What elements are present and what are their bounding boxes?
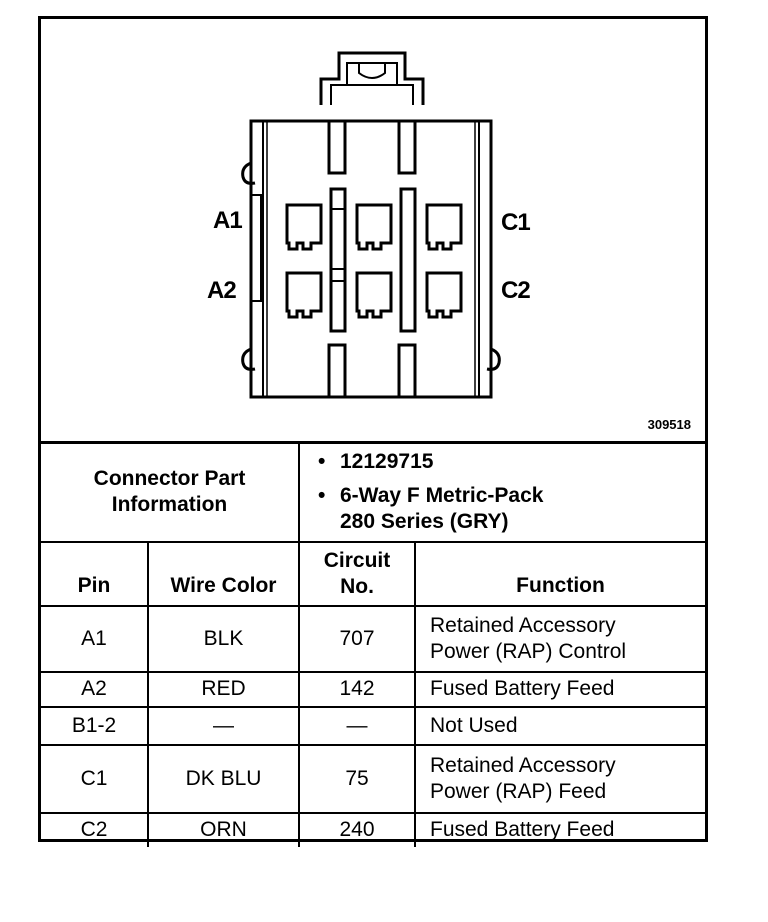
header-circuit-line2: No. [340,574,374,598]
connector-diagram [41,19,705,441]
wire-color-cell: DK BLU [148,745,299,813]
function-cell: Fused Battery Feed [415,672,705,707]
connector-part-number: • 12129715 [340,449,705,475]
function-cell [415,606,705,672]
circuit-cell: 142 [299,672,415,707]
pin-cell: C2 [41,813,148,847]
header-wire-color: Wire Color [148,542,299,606]
connector-title-line2: Information [111,493,228,517]
table-header-row [41,542,705,606]
wire-color-cell: RED [148,672,299,707]
table-row [41,707,705,745]
connector-drawing [41,19,705,441]
pin-cell: A2 [41,672,148,707]
connector-title-line1: Connector Part [93,467,246,491]
function-cell: Not Used [415,707,705,745]
function-line2: Power (RAP) Control [430,639,627,663]
header-pin: Pin [41,542,148,606]
circuit-cell: 240 [299,813,415,847]
connector-sheet [38,16,708,842]
connector-info-title [41,443,299,542]
function-cell [415,745,705,813]
wire-color-cell: — [148,707,299,745]
connector-type-line2: 280 Series (GRY) [340,510,509,534]
connector-info-row [41,443,705,542]
pin-cell: B1-2 [41,707,148,745]
header-circuit-no [299,542,415,606]
function-line1: Retained Accessory [430,753,616,777]
function-line2: Power (RAP) Feed [430,779,607,803]
connector-info-details [299,443,705,542]
function-cell: Fused Battery Feed [415,813,705,847]
table-row [41,745,705,813]
table-row [41,672,705,707]
table-row [41,813,705,847]
pinout-table [41,441,705,847]
pin-label-a1: A1 [213,207,242,234]
figure-number: 309518 [647,417,691,432]
pin-label-c1: C1 [501,209,530,236]
wire-color-cell: BLK [148,606,299,672]
pin-cell: A1 [41,606,148,672]
wire-color-cell: ORN [148,813,299,847]
circuit-cell: 707 [299,606,415,672]
circuit-cell: 75 [299,745,415,813]
header-function: Function [415,542,705,606]
header-circuit-line1: Circuit [323,548,391,572]
table-row [41,606,705,672]
pin-label-c2: C2 [501,277,530,304]
circuit-cell: — [299,707,415,745]
pin-cell: C1 [41,745,148,813]
connector-type-line1: • 6-Way F Metric-Pack [340,483,705,509]
pin-label-a2: A2 [207,277,236,304]
function-line1: Retained Accessory [430,613,616,637]
